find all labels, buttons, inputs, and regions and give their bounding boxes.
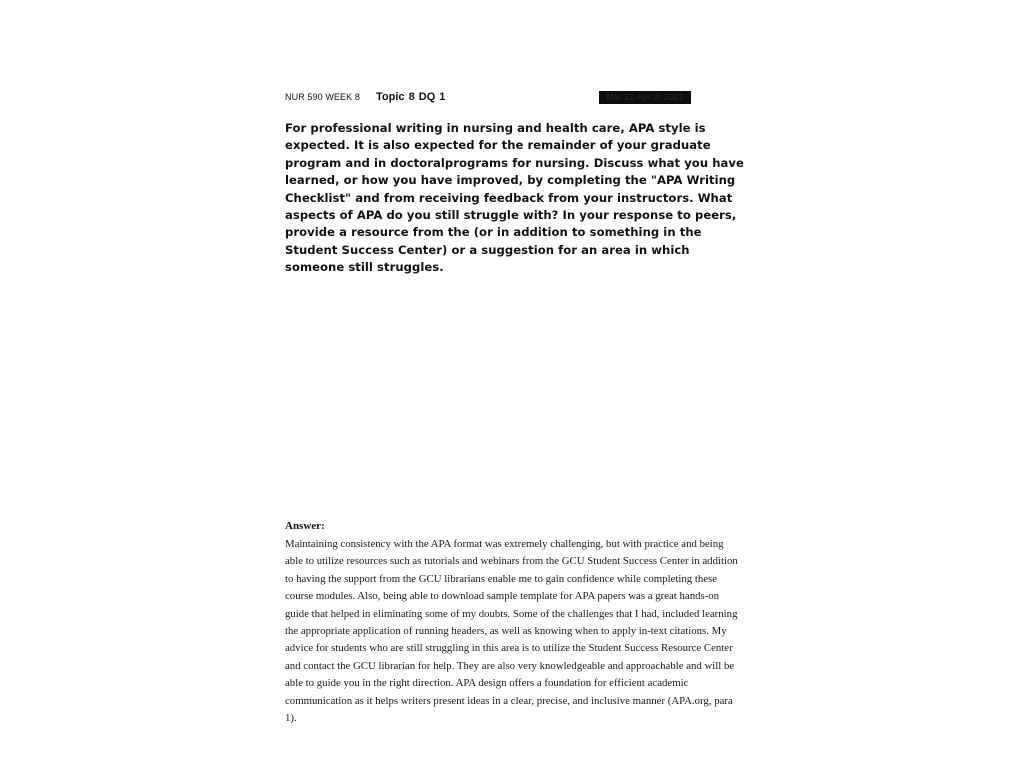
answer-body: Maintaining consistency with the APA format was extremely challenging, but with practice and being able to utilize resources such as tutorials and webinars from the GCU Student Success Center in addition to having the support from the GCU librarians enable me to gain confidence while completing these course modules. Also, being able to download sample template for APA papers was a great hands-on guide that helped in eliminating some of my doubts. Some of the challenges that I had, included learning the appropriate application of running headers, as well as knowing when to apply in-text citations. My advice for students who are still struggling in this area is to utilize the Student Success Resource Center and contact the GCU librarian for help. They are also very knowledgeable and approachable and will be able to guide you in the right direction. APA design offers a foundation for efficient academic communication as it helps writers present ideas in a clear, precise, and inclusive manner (APA.org, para 1). — [285, 538, 738, 725]
course-code: NUR 590 WEEK 8 — [285, 92, 360, 102]
topic-title: Topic 8 DQ 1 — [376, 91, 446, 103]
document-header — [285, 91, 745, 105]
document-page — [285, 0, 745, 768]
date-range-highlight: Mar 31-Apr 2, 2021 — [599, 91, 691, 104]
discussion-prompt: For professional writing in nursing and health care, APA style is expected. It is also expected for the remainder of your graduate program and in doctoralprograms for nursing. Discuss what you have learned, or how you have improved, by completing the "APA Writing Checklist" and from receiving feedback from your instructors. What aspects of APA do you still struggle with? In your response to peers, provide a resource from the (or in addition to something in the Student Success Center) or a suggestion for an area in which someone still struggles. — [285, 121, 744, 275]
answer-heading: Answer: — [285, 520, 325, 532]
